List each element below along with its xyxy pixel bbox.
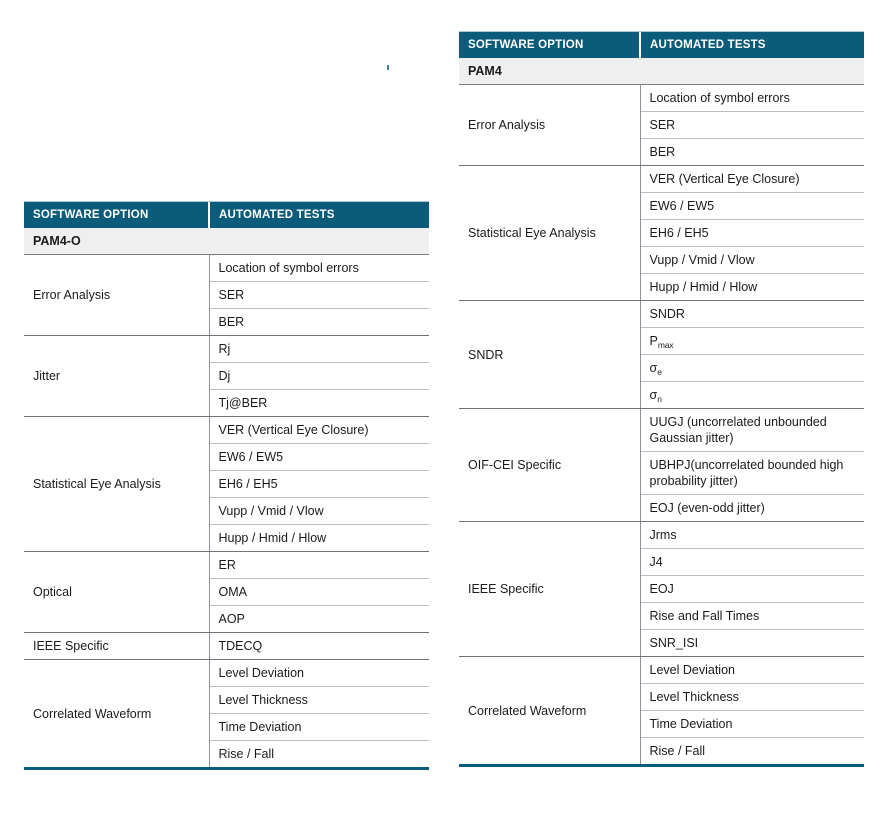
table-row [459, 166, 864, 193]
left-table-bottom-accent [24, 767, 429, 770]
automated-test-name: SER [209, 282, 429, 309]
automated-test-name: Level Thickness [640, 684, 864, 711]
software-option-group-name: Statistical Eye Analysis [24, 417, 209, 552]
automated-test-name: VER (Vertical Eye Closure) [209, 417, 429, 444]
table-row [459, 85, 864, 112]
automated-test-name: Location of symbol errors [209, 255, 429, 282]
automated-test-name: Tj@BER [209, 390, 429, 417]
left-header-row [24, 202, 429, 228]
automated-test-name: EOJ (even-odd jitter) [640, 495, 864, 522]
automated-test-name: EH6 / EH5 [209, 471, 429, 498]
right-header-row [459, 32, 864, 58]
automated-test-name: Vupp / Vmid / Vlow [209, 498, 429, 525]
software-option-group-name: Error Analysis [24, 255, 209, 336]
automated-test-name: Level Thickness [209, 687, 429, 714]
software-option-group-name: Correlated Waveform [24, 660, 209, 768]
automated-test-name: UBHPJ(uncorrelated bounded high probability jitter) [640, 452, 864, 495]
automated-test-name: Level Deviation [209, 660, 429, 687]
right-spec-table [459, 32, 864, 764]
automated-test-name: SNDR [640, 301, 864, 328]
automated-test-name: Hupp / Hmid / Hlow [640, 274, 864, 301]
option-name: PAM4-O [24, 228, 429, 255]
automated-test-name: Location of symbol errors [640, 85, 864, 112]
automated-test-name: BER [209, 309, 429, 336]
software-option-group-name: SNDR [459, 301, 640, 409]
table-row [24, 336, 429, 363]
automated-test-name: Rj [209, 336, 429, 363]
software-option-group-name: Error Analysis [459, 85, 640, 166]
left-col-header-software-option: SOFTWARE OPTION [24, 202, 209, 228]
table-row [24, 417, 429, 444]
option-name-row [459, 58, 864, 85]
automated-test-name: Time Deviation [640, 711, 864, 738]
option-name-row [24, 228, 429, 255]
automated-test-name: Dj [209, 363, 429, 390]
automated-test-name: Jrms [640, 522, 864, 549]
pam4-software-option-table [459, 31, 864, 767]
table-row [24, 552, 429, 579]
automated-test-name: $\sigma_e$ [640, 355, 864, 382]
left-col-header-automated-tests: AUTOMATED TESTS [209, 202, 429, 228]
right-table-head [459, 32, 864, 58]
option-name: PAM4 [459, 58, 864, 85]
automated-test-name: $P_{max}$ [640, 328, 864, 355]
stray-blue-mark [387, 65, 389, 70]
automated-test-name: SNR_ISI [640, 630, 864, 657]
right-table-bottom-accent [459, 764, 864, 767]
left-table-body [24, 228, 429, 767]
left-spec-table [24, 202, 429, 767]
automated-test-name: TDECQ [209, 633, 429, 660]
right-table-body [459, 58, 864, 764]
software-option-group-name: Correlated Waveform [459, 657, 640, 765]
automated-test-name: Hupp / Hmid / Hlow [209, 525, 429, 552]
software-option-group-name: Statistical Eye Analysis [459, 166, 640, 301]
automated-test-name: AOP [209, 606, 429, 633]
automated-test-name: $\sigma_n$ [640, 382, 864, 409]
automated-test-name: Rise / Fall [640, 738, 864, 765]
automated-test-name: ER [209, 552, 429, 579]
automated-test-name: UUGJ (uncorrelated unbounded Gaussian jitter) [640, 409, 864, 452]
software-option-group-name: Optical [24, 552, 209, 633]
automated-test-name: OMA [209, 579, 429, 606]
software-option-group-name: OIF-CEI Specific [459, 409, 640, 522]
software-option-group-name: IEEE Specific [459, 522, 640, 657]
table-row [459, 657, 864, 684]
automated-test-name: SER [640, 112, 864, 139]
pam4-o-software-option-table [24, 201, 429, 770]
table-row [459, 301, 864, 328]
automated-test-name: Level Deviation [640, 657, 864, 684]
right-col-header-automated-tests: AUTOMATED TESTS [640, 32, 864, 58]
automated-test-name: Time Deviation [209, 714, 429, 741]
automated-test-name: EW6 / EW5 [209, 444, 429, 471]
right-col-header-software-option: SOFTWARE OPTION [459, 32, 640, 58]
automated-test-name: VER (Vertical Eye Closure) [640, 166, 864, 193]
table-row [24, 660, 429, 687]
table-row [459, 409, 864, 452]
table-row [24, 255, 429, 282]
automated-test-name: EH6 / EH5 [640, 220, 864, 247]
automated-test-name: EW6 / EW5 [640, 193, 864, 220]
automated-test-name: J4 [640, 549, 864, 576]
software-option-group-name: IEEE Specific [24, 633, 209, 660]
left-table-head [24, 202, 429, 228]
automated-test-name: Vupp / Vmid / Vlow [640, 247, 864, 274]
table-row [24, 633, 429, 660]
automated-test-name: BER [640, 139, 864, 166]
automated-test-name: EOJ [640, 576, 864, 603]
table-row [459, 522, 864, 549]
software-option-group-name: Jitter [24, 336, 209, 417]
automated-test-name: Rise / Fall [209, 741, 429, 768]
automated-test-name: Rise and Fall Times [640, 603, 864, 630]
